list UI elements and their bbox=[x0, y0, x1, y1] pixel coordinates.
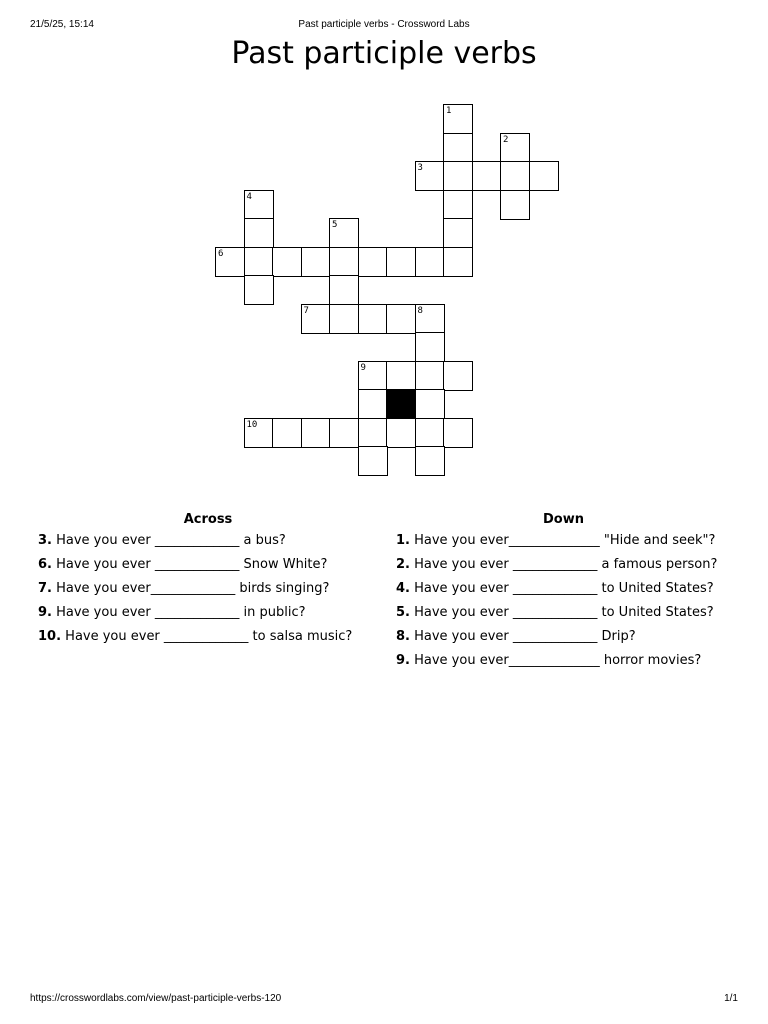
across-clue bbox=[38, 629, 378, 645]
down-clue bbox=[396, 629, 731, 645]
crossword-cell[interactable] bbox=[358, 389, 388, 419]
crossword-cell[interactable] bbox=[500, 161, 530, 191]
crossword-cell[interactable] bbox=[215, 247, 245, 277]
crossword-cell[interactable] bbox=[500, 190, 530, 220]
crossword-cell[interactable] bbox=[386, 247, 416, 277]
crossword-cell[interactable] bbox=[415, 247, 445, 277]
clue-number: 10. bbox=[38, 629, 62, 644]
crossword-cell[interactable] bbox=[443, 361, 473, 391]
crossword-cell[interactable] bbox=[415, 361, 445, 391]
crossword-cell[interactable] bbox=[244, 247, 274, 277]
cell-number: 1 bbox=[446, 106, 452, 116]
across-clue bbox=[38, 581, 378, 597]
across-clue bbox=[38, 557, 378, 573]
down-clue bbox=[396, 605, 731, 621]
clue-number: 4. bbox=[396, 581, 410, 596]
crossword-grid bbox=[0, 0, 768, 500]
cell-number: 9 bbox=[360, 362, 366, 373]
clue-number: 3. bbox=[38, 533, 52, 548]
cell-number: 6 bbox=[218, 248, 224, 259]
cell-number: 7 bbox=[303, 305, 309, 316]
crossword-cell[interactable] bbox=[272, 247, 302, 277]
down-clue bbox=[396, 581, 731, 597]
crossword-cell[interactable] bbox=[500, 133, 530, 163]
down-clue bbox=[396, 653, 731, 669]
crossword-cell[interactable] bbox=[301, 247, 331, 277]
print-datetime: 21/5/25, 15:14 bbox=[30, 19, 94, 30]
down-clue bbox=[396, 557, 731, 573]
crossword-cell[interactable] bbox=[358, 361, 388, 391]
print-footer-url: https://crosswordlabs.com/view/past-participle-verbs-120 bbox=[30, 993, 282, 1004]
cell-number: 3 bbox=[417, 163, 423, 173]
down-clue bbox=[396, 533, 731, 549]
across-clue bbox=[38, 605, 378, 621]
crossword-cell[interactable] bbox=[386, 418, 416, 448]
cell-number: 4 bbox=[246, 191, 252, 202]
print-document-title: Past participle verbs - Crossword Labs bbox=[298, 19, 470, 30]
crossword-cell[interactable] bbox=[358, 418, 388, 448]
crossword-cell[interactable] bbox=[443, 133, 473, 163]
clue-text: Have you ever______________ "Hide and seek"? bbox=[409, 533, 716, 548]
crossword-cell[interactable] bbox=[443, 218, 473, 248]
clue-text: Have you ever _____________ a bus? bbox=[51, 533, 286, 548]
across-clues bbox=[38, 512, 378, 653]
clue-text: Have you ever _____________ Drip? bbox=[409, 629, 636, 644]
across-clue bbox=[38, 533, 378, 549]
clue-number: 2. bbox=[396, 557, 410, 572]
crossword-cell[interactable] bbox=[244, 218, 274, 248]
crossword-cell[interactable] bbox=[415, 161, 445, 191]
clue-text: Have you ever _____________ to United States? bbox=[409, 605, 714, 620]
clue-number: 9. bbox=[396, 653, 410, 668]
crossword-cell[interactable] bbox=[329, 247, 359, 277]
print-footer-page: 1/1 bbox=[724, 993, 738, 1004]
crossword-cell[interactable] bbox=[386, 304, 416, 334]
crossword-cell[interactable] bbox=[443, 104, 473, 134]
crossword-cell[interactable] bbox=[301, 418, 331, 448]
crossword-cell[interactable] bbox=[386, 361, 416, 391]
cell-number: 5 bbox=[332, 220, 338, 230]
black-square bbox=[386, 389, 416, 419]
crossword-cell[interactable] bbox=[272, 418, 302, 448]
clue-number: 9. bbox=[38, 605, 52, 620]
crossword-cell[interactable] bbox=[358, 446, 388, 476]
clue-number: 5. bbox=[396, 605, 410, 620]
crossword-cell[interactable] bbox=[472, 161, 502, 191]
cell-number: 2 bbox=[503, 134, 509, 145]
clue-text: Have you ever_____________ birds singing? bbox=[51, 581, 330, 596]
crossword-cell[interactable] bbox=[244, 190, 274, 220]
crossword-cell[interactable] bbox=[358, 304, 388, 334]
crossword-cell[interactable] bbox=[443, 190, 473, 220]
crossword-cell[interactable] bbox=[443, 247, 473, 277]
across-heading: Across bbox=[183, 512, 233, 527]
crossword-cell[interactable] bbox=[358, 247, 388, 277]
clue-number: 6. bbox=[38, 557, 52, 572]
clue-text: Have you ever _____________ in public? bbox=[51, 605, 306, 620]
clue-text: Have you ever _____________ a famous person? bbox=[409, 557, 718, 572]
crossword-cell[interactable] bbox=[443, 161, 473, 191]
down-clue-list bbox=[396, 533, 731, 669]
clue-text: Have you ever _____________ Snow White? bbox=[51, 557, 328, 572]
crossword-cell[interactable] bbox=[529, 161, 559, 191]
crossword-cell[interactable] bbox=[415, 304, 445, 334]
crossword-cell[interactable] bbox=[415, 418, 445, 448]
clue-text: Have you ever _____________ to salsa music? bbox=[61, 629, 353, 644]
cell-number: 8 bbox=[417, 305, 423, 316]
crossword-cell[interactable] bbox=[415, 332, 445, 362]
crossword-cell[interactable] bbox=[329, 304, 359, 334]
crossword-cell[interactable] bbox=[443, 418, 473, 448]
crossword-cell[interactable] bbox=[301, 304, 331, 334]
crossword-cell[interactable] bbox=[329, 218, 359, 248]
crossword-cell[interactable] bbox=[244, 418, 274, 448]
clue-number: 8. bbox=[396, 629, 410, 644]
page-title: Past participle verbs bbox=[231, 36, 537, 71]
across-clue-list bbox=[38, 533, 378, 645]
crossword-cell[interactable] bbox=[415, 389, 445, 419]
clue-text: Have you ever _____________ to United States? bbox=[409, 581, 714, 596]
down-clues bbox=[396, 512, 731, 677]
down-heading: Down bbox=[543, 512, 584, 527]
crossword-cell[interactable] bbox=[329, 275, 359, 305]
clue-text: Have you ever______________ horror movies? bbox=[409, 653, 702, 668]
clue-number: 7. bbox=[38, 581, 52, 596]
crossword-cell[interactable] bbox=[329, 418, 359, 448]
crossword-cell[interactable] bbox=[415, 446, 445, 476]
crossword-cell[interactable] bbox=[244, 275, 274, 305]
cell-number: 10 bbox=[246, 419, 258, 430]
clue-number: 1. bbox=[396, 533, 410, 548]
